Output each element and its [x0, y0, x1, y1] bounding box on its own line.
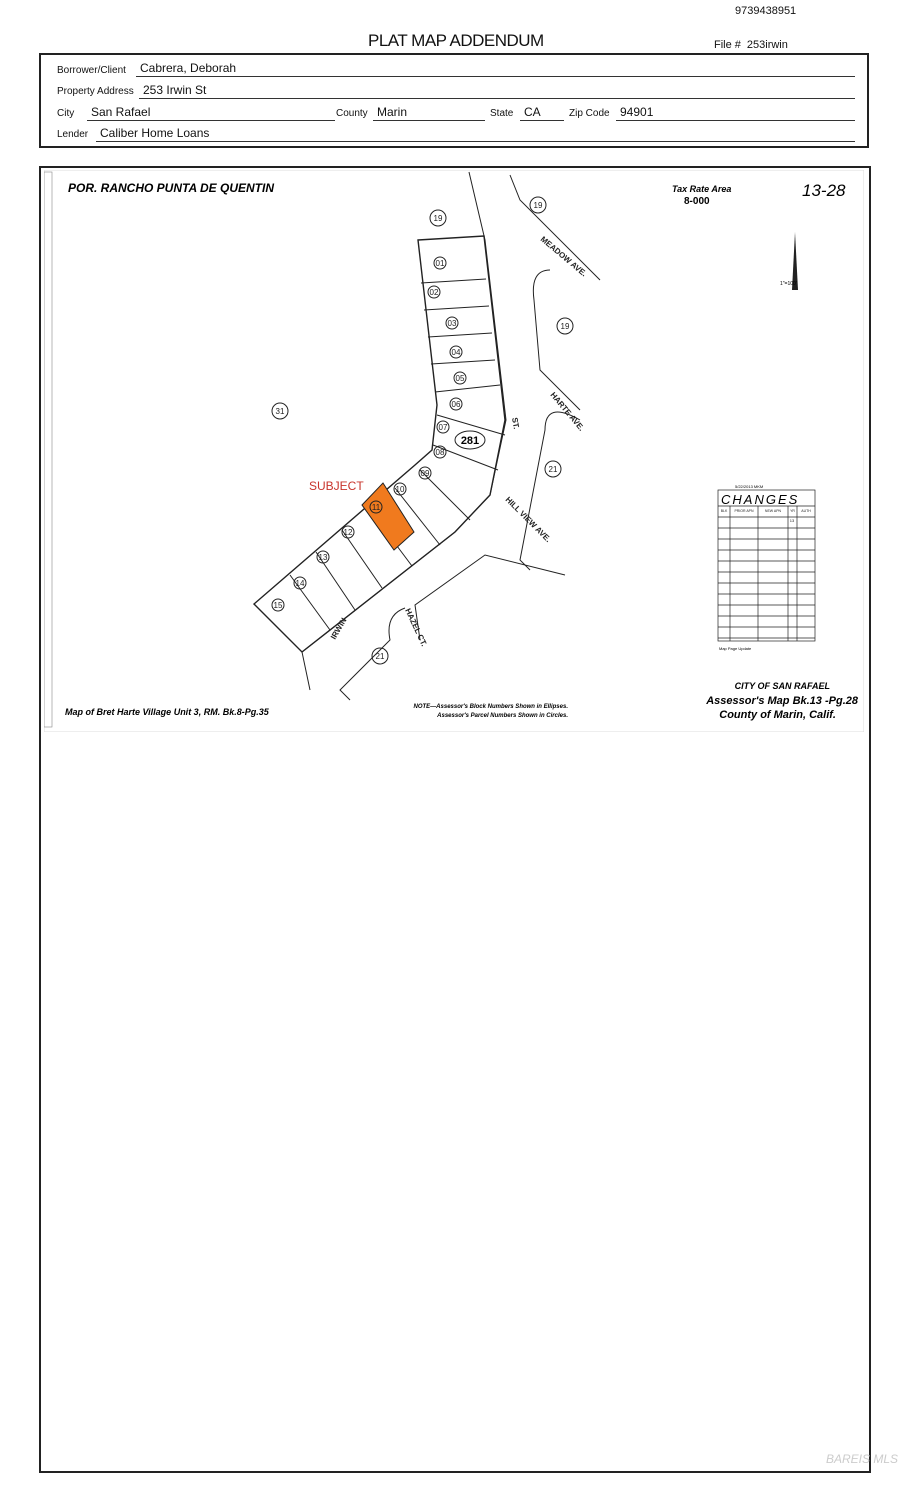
lender-label: Lender	[57, 129, 89, 140]
parcel-number: 10	[395, 485, 405, 494]
street-meadow: MEADOW AVE.	[538, 234, 589, 279]
zip-label: Zip Code	[569, 108, 610, 119]
parcel-number: 08	[435, 448, 445, 457]
neighbor-block: 21	[375, 652, 385, 661]
state-label: State	[490, 108, 514, 119]
changes-date: 5/22/2013 MKM	[735, 484, 764, 489]
page-title: PLAT MAP ADDENDUM	[368, 31, 544, 50]
parcel-number: 04	[451, 348, 461, 357]
parcel-number: 13	[318, 553, 328, 562]
note-line2: Assessor's Parcel Numbers Shown in Circles.	[437, 713, 568, 719]
map-scale: 1"=100'	[780, 281, 797, 287]
borrower-label: Borrower/Client	[57, 65, 126, 76]
changes-column-header: YR	[790, 509, 795, 513]
document-id: 9739438951	[735, 5, 797, 17]
parcel-number: 05	[455, 374, 465, 383]
state-field: CA	[520, 106, 564, 121]
address-field: 253 Irwin St	[139, 84, 855, 99]
map-title: POR. RANCHO PUNTA DE QUENTIN	[68, 181, 275, 195]
parcel-number: 02	[429, 288, 439, 297]
address-label: Property Address	[57, 86, 134, 97]
changes-column-header: PRIOR APN	[734, 509, 754, 513]
parcel-number: 09	[420, 469, 430, 478]
zip-field: 94901	[616, 106, 855, 121]
note-line1: NOTE—Assessor's Block Numbers Shown in Ellipses.	[413, 704, 568, 710]
street-st: ST.	[510, 416, 521, 430]
subject-label: SUBJECT	[309, 479, 364, 493]
tax-rate: 8-000	[684, 196, 710, 207]
tax-rate-label: Tax Rate Area	[672, 184, 732, 194]
file-number	[714, 39, 788, 51]
info-box	[39, 53, 869, 148]
parcel-number: 14	[295, 579, 305, 588]
plat-map	[44, 170, 864, 732]
parcel-number: 11	[371, 503, 381, 512]
parcel-number: 06	[451, 400, 461, 409]
county-field: Marin	[373, 106, 485, 121]
changes-column-header: BLK	[720, 509, 728, 513]
parcel-number: 03	[447, 319, 457, 328]
city-label: CITY OF SAN RAFAEL	[734, 681, 830, 691]
footer-left: Map of Bret Harte Village Unit 3, RM. Bk.8-Pg.35	[65, 707, 269, 717]
map-page-update: Map Page Update	[719, 646, 752, 651]
block-number: 281	[460, 435, 480, 447]
county-label: County	[336, 108, 368, 119]
neighbor-block: 19	[533, 201, 543, 210]
map-page-number: 13-28	[802, 181, 846, 200]
mls-watermark: BAREIS MLS	[826, 1452, 899, 1466]
street-irwin: IRWIN	[328, 616, 349, 641]
changes-year: 13	[789, 518, 795, 523]
neighbor-block: 21	[548, 465, 558, 474]
parcel-number: 12	[343, 528, 353, 537]
street-harte: HARTE AVE.	[548, 390, 586, 433]
parcel-number: 07	[438, 423, 448, 432]
changes-column-header: NEW APN	[764, 509, 782, 513]
lender-field: Caliber Home Loans	[96, 127, 855, 142]
file-value: 253irwin	[746, 39, 788, 51]
county-ref: County of Marin, Calif.	[719, 709, 836, 721]
parcel-number: 15	[273, 601, 283, 610]
parcel-number: 01	[435, 259, 445, 268]
city-label: City	[57, 108, 75, 119]
borrower-field: Cabrera, Deborah	[136, 62, 855, 77]
file-label: File #	[714, 39, 741, 51]
neighbor-block: 19	[560, 322, 570, 331]
neighbor-block: 19	[433, 214, 443, 223]
changes-column-header: AUTH	[801, 509, 811, 513]
assessor-map-ref: Assessor's Map Bk.13 -Pg.28	[706, 695, 858, 707]
city-field: San Rafael	[87, 106, 335, 121]
changes-title: CHANGES	[721, 492, 800, 507]
street-hillview: HILL VIEW AVE.	[503, 495, 553, 545]
street-hazel: HAZEL CT.	[403, 607, 429, 648]
neighbor-block: 31	[275, 407, 285, 416]
